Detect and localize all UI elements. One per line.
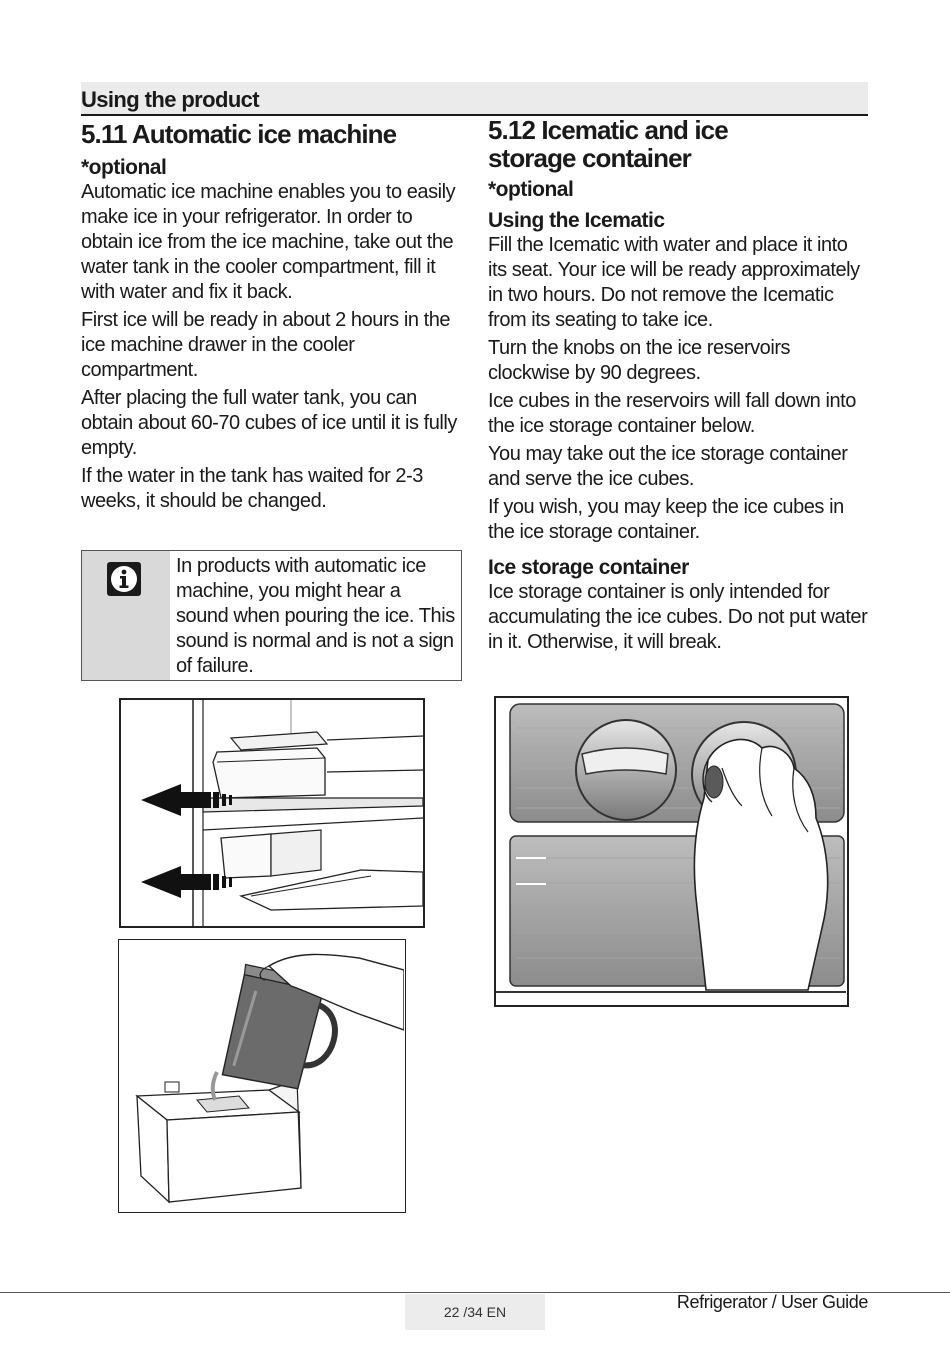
left-paragraph: After placing the full water tank, you can obtain about 60-70 cubes of ice until it is fully empty. [81, 387, 457, 459]
right-column [488, 116, 870, 658]
using-icematic-title: Using the Icematic [488, 209, 665, 232]
icematic-knob-illustration [496, 698, 846, 1004]
left-paragraph: Automatic ice machine enables you to easily make ice in your refrigerator. In order to obtain ice from the ice machine, take out the water tank in the cooler compartment, fill it with water and fix it back. [81, 181, 456, 303]
figure-icematic-knobs [494, 696, 849, 1007]
figure-filling-water-tank [118, 939, 406, 1213]
guide-title: Refrigerator / User Guide [676, 1292, 868, 1312]
left-paragraph: If the water in the tank has waited for 2-3 weeks, it should be changed. [81, 465, 423, 512]
heading-icematic-line1: 5.12 Icematic and ice [488, 115, 728, 145]
section-header-bar [81, 82, 868, 116]
right-paragraph: Fill the Icematic with water and place it into its seat. Your ice will be ready approximately in two hours. Do not remove the Icematic from its seating to take ice. [488, 234, 860, 331]
right-paragraph: If you wish, you may keep the ice cubes in the ice storage container. [488, 496, 844, 543]
optional-label-left: *optional [81, 156, 167, 179]
info-icon [106, 561, 142, 597]
note-icon-cell [82, 551, 170, 680]
right-paragraph: Ice cubes in the reservoirs will fall down into the ice storage container below. [488, 390, 856, 437]
water-tank-illustration [121, 700, 423, 926]
page-number: 22 /34 EN [405, 1294, 545, 1330]
section-title: Using the product [81, 87, 260, 112]
heading-automatic-ice-machine: 5.11 Automatic ice machine [81, 119, 397, 149]
figure-water-tank-removal [119, 698, 425, 928]
optional-label-right: *optional [488, 178, 574, 201]
left-column [81, 118, 463, 517]
right-paragraph: You may take out the ice storage container and serve the ice cubes. [488, 443, 848, 490]
ice-storage-paragraph: Ice storage container is only intended for accumulating the ice cubes. Do not put water in it. Otherwise, it will break. [488, 581, 868, 653]
left-paragraph: First ice will be ready in about 2 hours in the ice machine drawer in the cooler compartment. [81, 309, 451, 381]
right-paragraph: Turn the knobs on the ice reservoirs clockwise by 90 degrees. [488, 337, 791, 384]
note-text: In products with automatic ice machine, you might hear a sound when pouring the ice. This sound is normal and is not a sign of failure. [176, 555, 455, 677]
ice-storage-title: Ice storage container [488, 556, 689, 579]
info-note-box [81, 550, 462, 681]
pitcher-pouring-illustration [119, 940, 404, 1211]
heading-icematic-line2: storage container [488, 143, 691, 173]
